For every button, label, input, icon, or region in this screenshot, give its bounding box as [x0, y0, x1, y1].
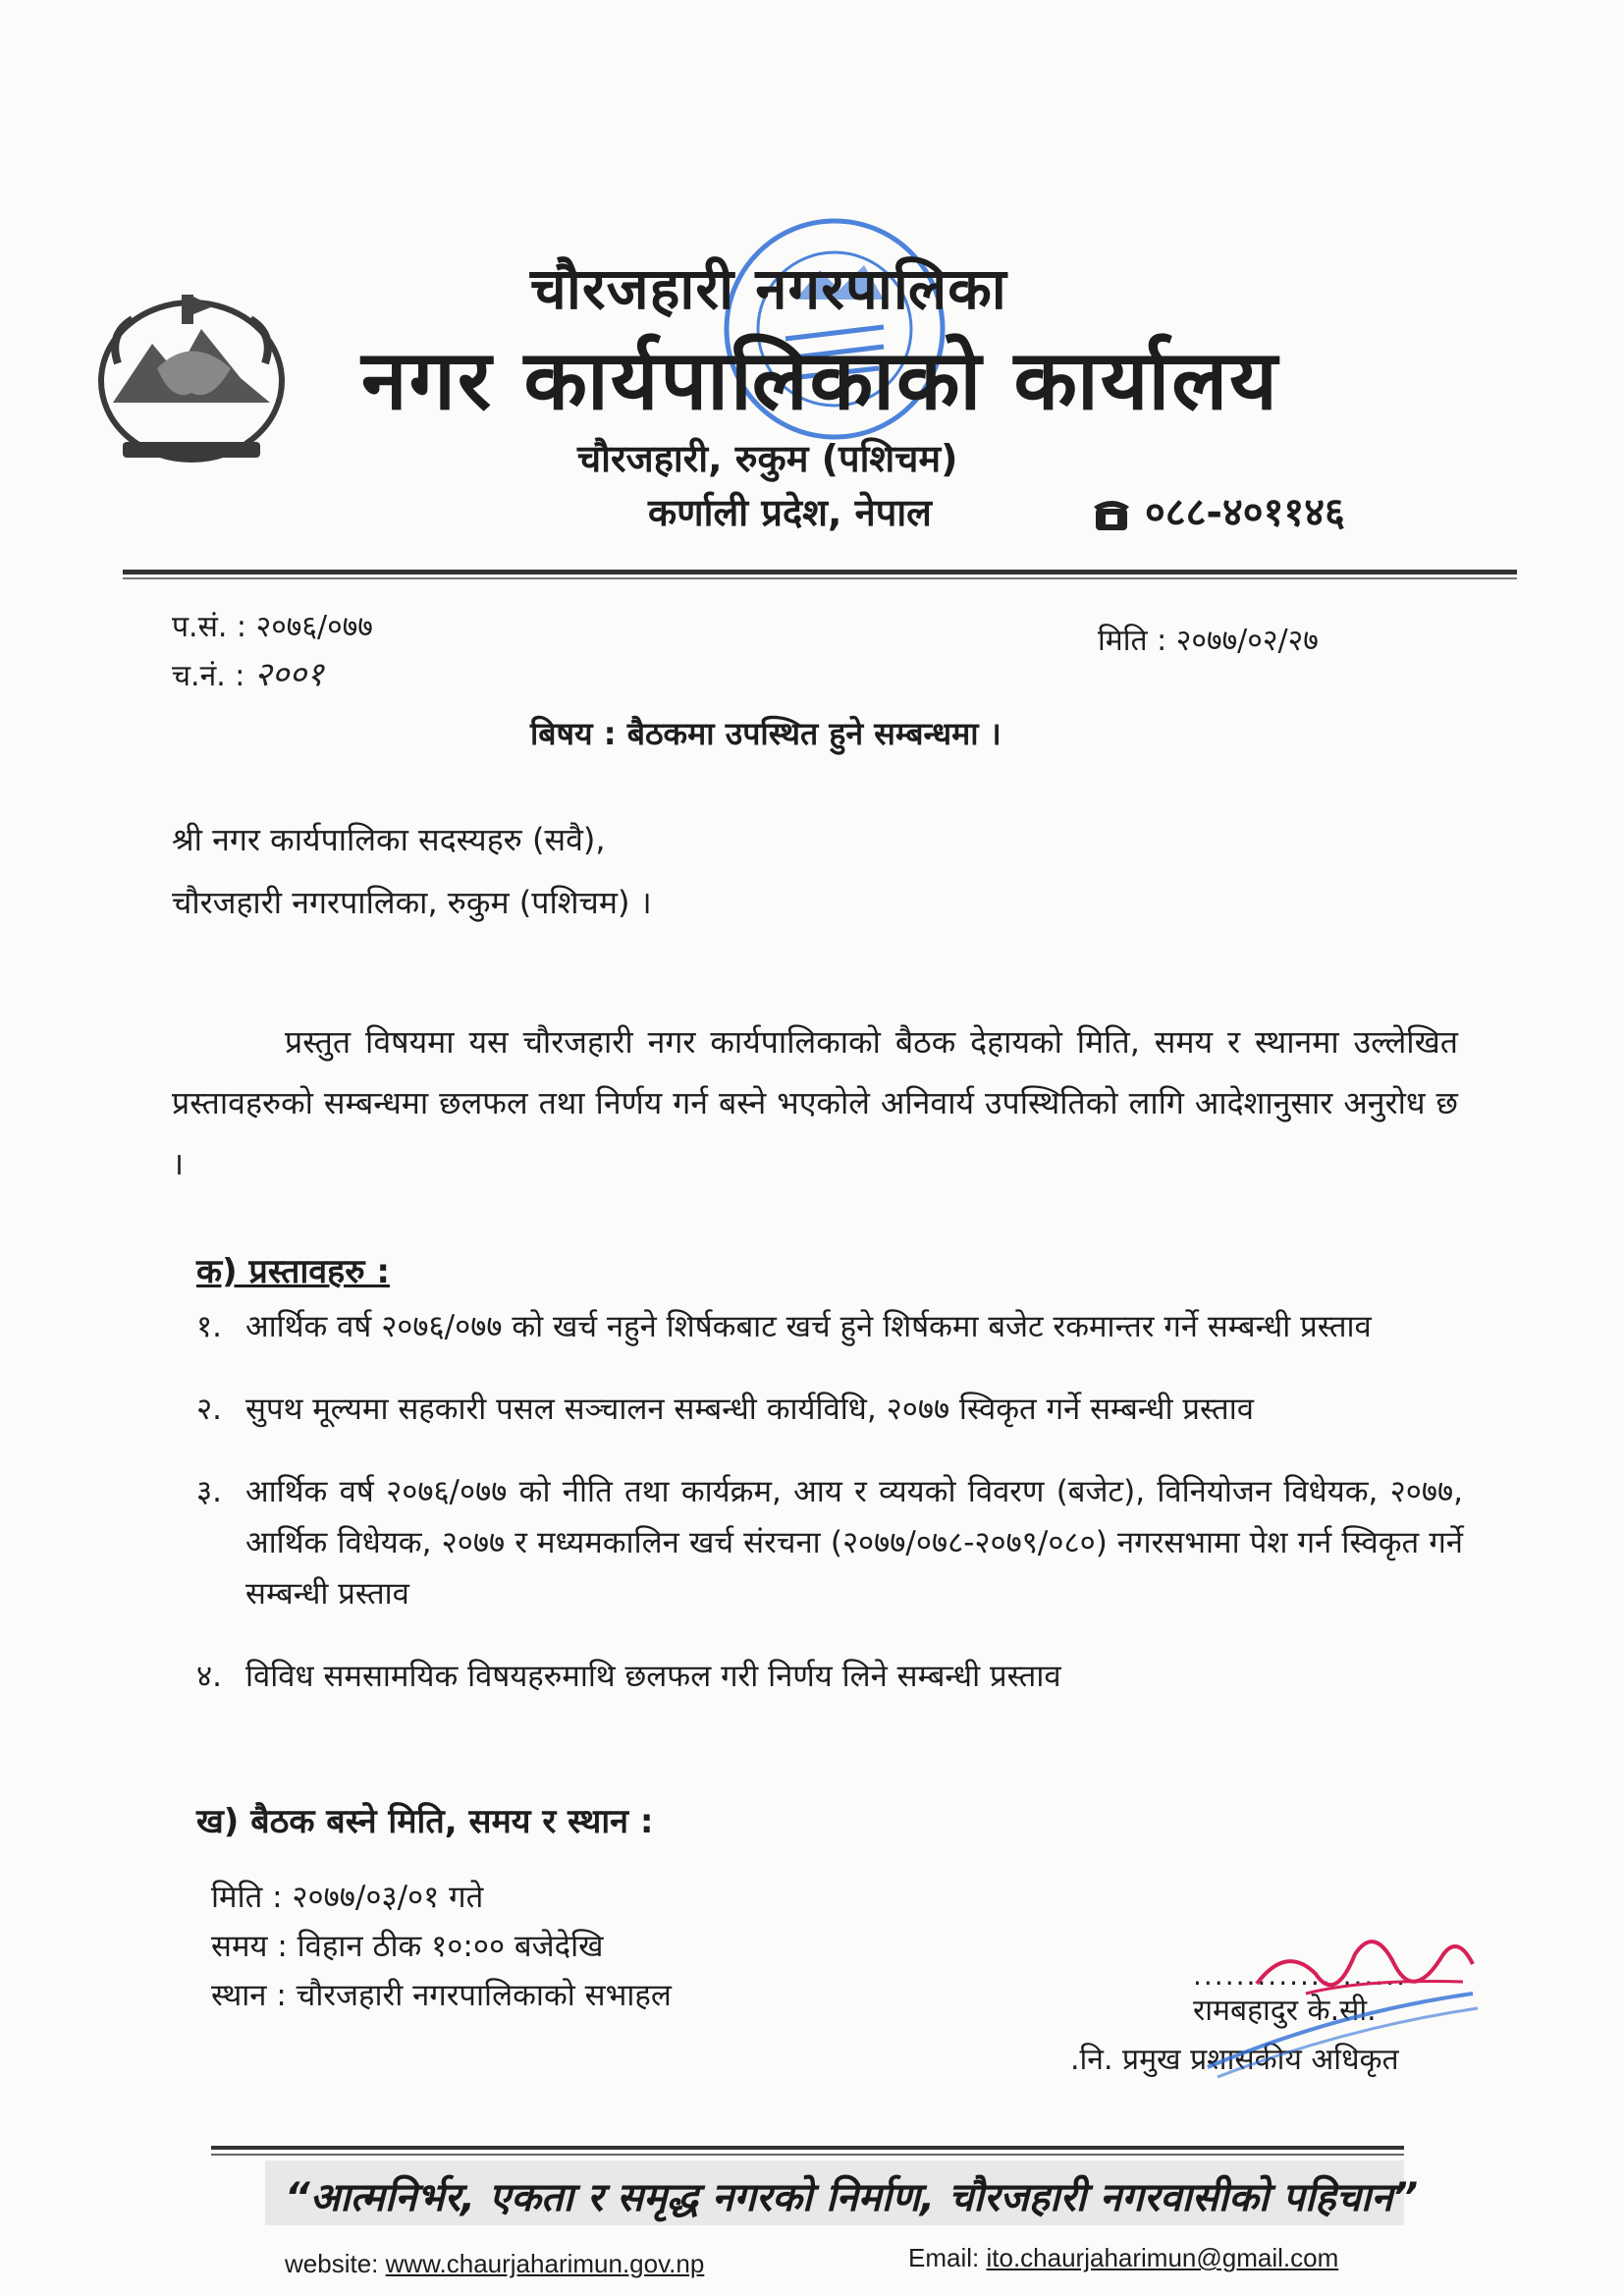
ps-label: प.सं. : — [172, 610, 247, 644]
item-number: १. — [196, 1309, 222, 1344]
addressee-line-2: चौरजहारी नगरपालिका, रुकुम (पशिचम) । — [172, 884, 652, 921]
address-line-1: चौरजहारी, रुकुम (पशिचम) — [577, 437, 958, 480]
telephone-icon — [1092, 497, 1131, 532]
meeting-time: समय : विहान ठीक १०:०० बजेदेखि — [211, 1929, 604, 1964]
email-line — [908, 2243, 1338, 2273]
signature-dots: .................... — [1193, 1959, 1408, 1992]
item-text: आर्थिक वर्ष २०७६/०७७ को नीति तथा कार्यक्रम, आय र व्ययको विवरण (बजेट), विनियोजन विधेयक, २०७७, आर्थिक विधेयक, २०७७ र मध्यमकालिन खर्च संरचना (२०७७/०७८-२०७९/०८०) नगरसभामा पेश गर्न स्विकृत गर्ने सम्बन्धी प्रस्ताव — [245, 1474, 1463, 1612]
header-divider-thin — [123, 577, 1517, 579]
footer-divider — [211, 2146, 1404, 2150]
reference-number — [172, 605, 373, 645]
date-label: मिति : — [1098, 624, 1167, 658]
letter-subject: बिषय : बैठकमा उपस्थित हुने सम्बन्धमा । — [530, 715, 1001, 752]
list-item — [196, 1466, 1463, 1619]
list-item — [196, 1651, 1463, 1702]
item-text: सुपथ मूल्यमा सहकारी पसल सञ्चालन सम्बन्धी कार्यविधि, २०७७ स्विकृत गर्ने सम्बन्धी प्रस्ताव — [245, 1392, 1254, 1427]
dispatch-number — [172, 650, 324, 695]
date-value: २०७७/०२/२७ — [1175, 624, 1319, 658]
website-link[interactable]: www.chaurjaharimun.gov.np — [385, 2249, 705, 2278]
handwritten-signature — [1247, 1925, 1483, 2043]
email-label: Email: — [908, 2243, 980, 2272]
meeting-place: स्थान : चौरजहारी नगरपालिकाको सभाहल — [211, 1978, 672, 2013]
item-text: विविध समसामयिक विषयहरुमाथि छलफल गरी निर्णय लिने सम्बन्धी प्रस्ताव — [245, 1659, 1061, 1694]
ps-value: २०७६/०७७ — [255, 610, 373, 644]
signer-title: .नि. प्रमुख प्रशासकीय अधिकृत — [1070, 2043, 1399, 2077]
item-number: ४. — [196, 1659, 222, 1694]
footer-divider-thin — [211, 2154, 1404, 2156]
item-number: २. — [196, 1392, 222, 1427]
email-link[interactable]: ito.chaurjaharimun@gmail.com — [986, 2243, 1339, 2272]
signer-name: रामबहादुर के.सी. — [1193, 1994, 1377, 2028]
letter-date — [1098, 619, 1319, 659]
cn-label: च.नं. : — [172, 659, 245, 693]
section-a-title: क) प्रस्तावहरु : — [196, 1252, 390, 1291]
proposal-list — [196, 1301, 1463, 1733]
body-paragraph: प्रस्तुत विषयमा यस चौरजहारी नगर कार्यपालिकाको बैठक देहायको मिति, समय र स्थानमा उल्लेखित प्रस्तावहरुको सम्बन्धमा छलफल तथा निर्णय गर्न बस्ने भएकोले अनिवार्य उपस्थितिको लागि आदेशानुसार अनुरोध छ । — [172, 1023, 1458, 1182]
motto-text: “आत्मनिर्भर, एकता र समृद्ध नगरको निर्माण, चौरजहारी नगरवासीको पहिचान” — [285, 2175, 1419, 2220]
header-divider — [123, 570, 1517, 574]
municipality-name: चौरजहारी नगरपालिका — [530, 255, 1007, 322]
phone-value: ०८८-४०११४६ — [1145, 490, 1345, 535]
item-text: आर्थिक वर्ष २०७६/०७७ को खर्च नहुने शिर्षकबाट खर्च हुने शिर्षकमा बजेट रकमान्तर गर्ने सम्बन्धी प्रस्ताव — [245, 1309, 1372, 1344]
list-item — [196, 1384, 1463, 1435]
website-label: website: — [285, 2249, 379, 2278]
addressee-line-1: श्री नगर कार्यपालिका सदस्यहरु (सवै), — [172, 821, 606, 858]
cn-value: २००१ — [253, 655, 324, 694]
nepal-emblem-logo — [93, 275, 290, 471]
section-b-title: ख) बैठक बस्ने मिति, समय र स्थान : — [196, 1802, 654, 1841]
list-item — [196, 1301, 1463, 1352]
address-line-2: कर्णाली प्रदेश, नेपाल — [648, 491, 932, 534]
office-title: नगर कार्यपालिकाको कार्यालय — [361, 332, 1279, 428]
meeting-date: मिति : २०७७/०३/०१ गते — [211, 1880, 484, 1915]
phone-number — [1092, 483, 1345, 537]
item-number: ३. — [196, 1474, 222, 1509]
website-line — [285, 2249, 704, 2279]
